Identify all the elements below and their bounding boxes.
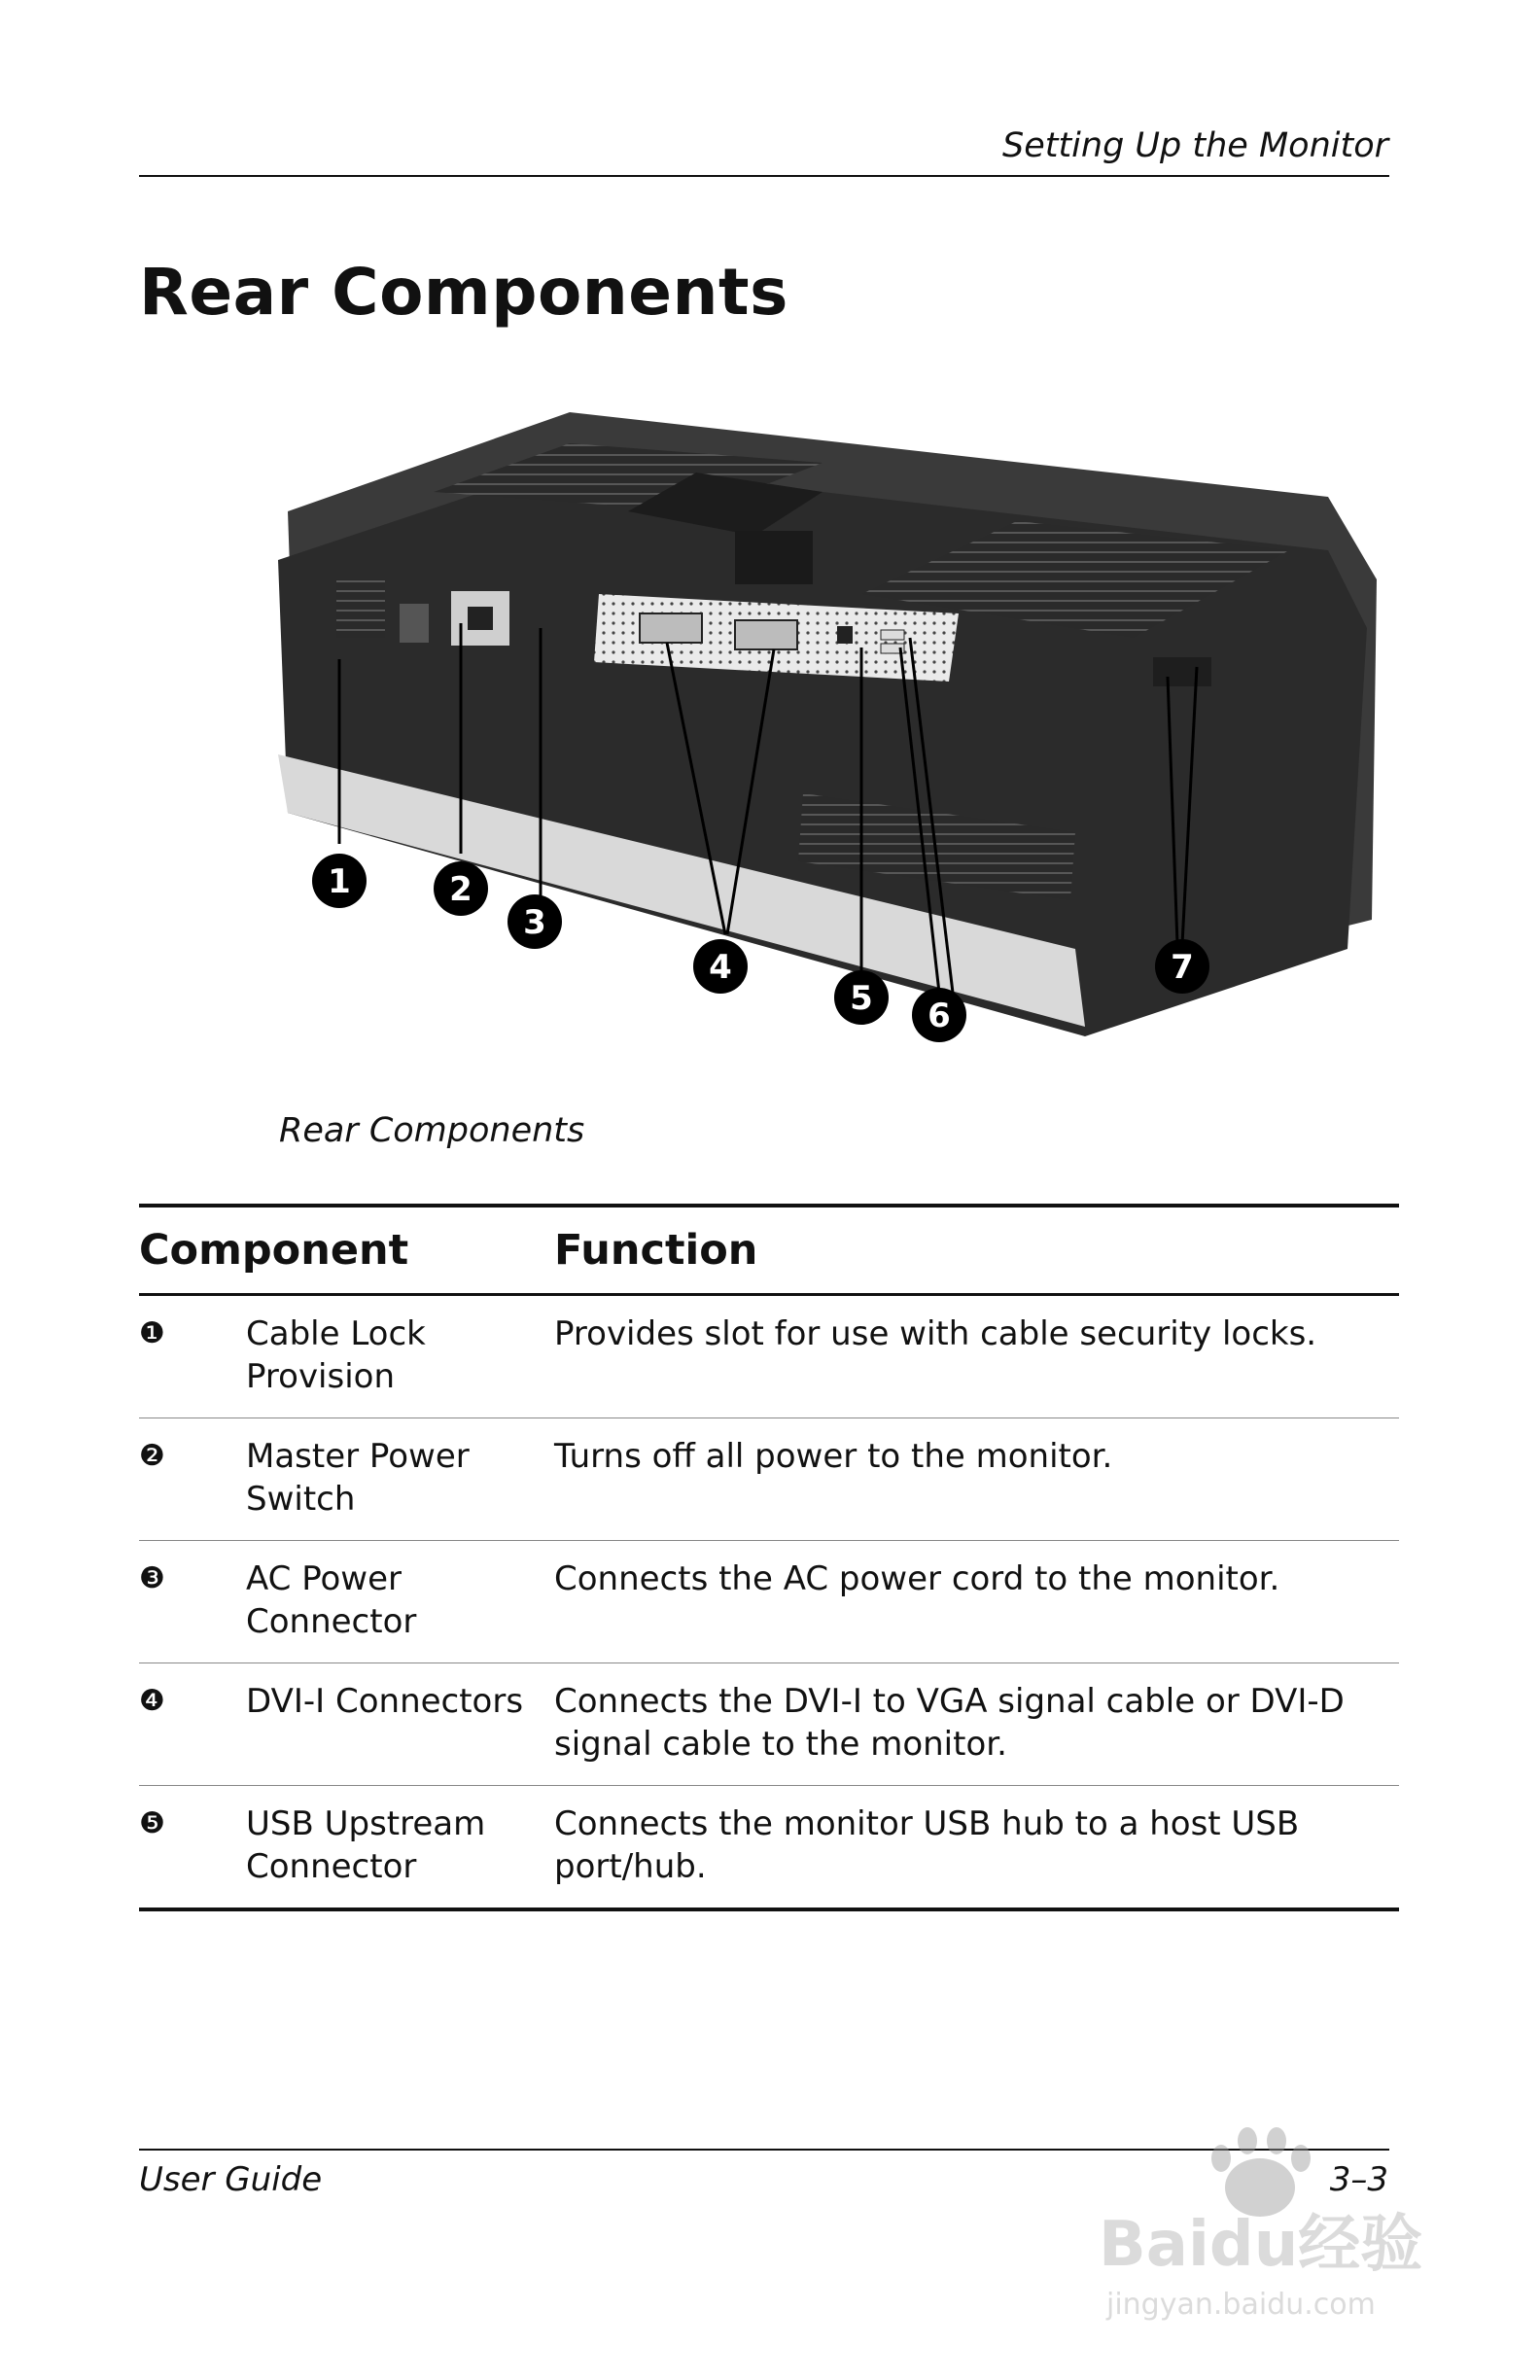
row-marker: ❸ [139, 1561, 165, 1595]
row-function: Connects the AC power cord to the monitor. [554, 1559, 1280, 1598]
row-component: Master Power Switch [246, 1437, 470, 1519]
watermark-url: jingyan.baidu.com [1106, 2288, 1376, 2322]
row-function: Connects the DVI-I to VGA signal cable or DVI-D signal cable to the monitor. [554, 1682, 1345, 1764]
callout-7-label: 7 [1171, 948, 1194, 987]
row-function: Turns off all power to the monitor. [554, 1437, 1113, 1476]
row-marker: ❺ [139, 1806, 165, 1840]
table-row [139, 1418, 1399, 1540]
table-row [139, 1786, 1399, 1908]
row-component: USB Upstream Connector [246, 1804, 486, 1886]
callout-1-label: 1 [328, 862, 351, 901]
row-component: Cable Lock Provision [246, 1314, 426, 1396]
page-number: 3–3 [1329, 2160, 1388, 2199]
footer-doc-title: User Guide [139, 2160, 323, 2199]
components-table [139, 1204, 1399, 1911]
table-header-row [139, 1208, 1399, 1293]
callout-5-label: 5 [850, 979, 873, 1018]
callout-2-label: 2 [449, 870, 472, 909]
table-bottom-rule [139, 1908, 1399, 1911]
callout-6-label: 6 [928, 997, 951, 1035]
row-function: Connects the monitor USB hub to a host USB port/hub. [554, 1804, 1300, 1886]
row-marker: ❶ [139, 1316, 165, 1350]
page-title: Rear Components [139, 255, 788, 330]
callout-3-label: 3 [523, 903, 546, 942]
header-component: Component [139, 1226, 409, 1275]
row-component: AC Power Connector [246, 1559, 417, 1641]
figure-caption: Rear Components [279, 1111, 585, 1150]
callout-4-label: 4 [709, 948, 732, 987]
row-marker: ❷ [139, 1439, 165, 1473]
row-marker: ❹ [139, 1684, 165, 1718]
watermark-brand: Baidu经验 [1099, 2209, 1423, 2281]
baidu-watermark [1087, 2119, 1456, 2333]
table-row [139, 1541, 1399, 1662]
header-function: Function [554, 1226, 758, 1275]
row-component: DVI-I Connectors [246, 1682, 524, 1721]
row-function: Provides slot for use with cable security locks. [554, 1314, 1317, 1353]
paw-logo-icon [1211, 2127, 1311, 2217]
table-row [139, 1663, 1399, 1785]
running-header: Setting Up the Monitor [1001, 126, 1388, 165]
table-row [139, 1296, 1399, 1418]
rear-components-figure [278, 404, 1386, 1056]
header-rule [139, 175, 1389, 177]
